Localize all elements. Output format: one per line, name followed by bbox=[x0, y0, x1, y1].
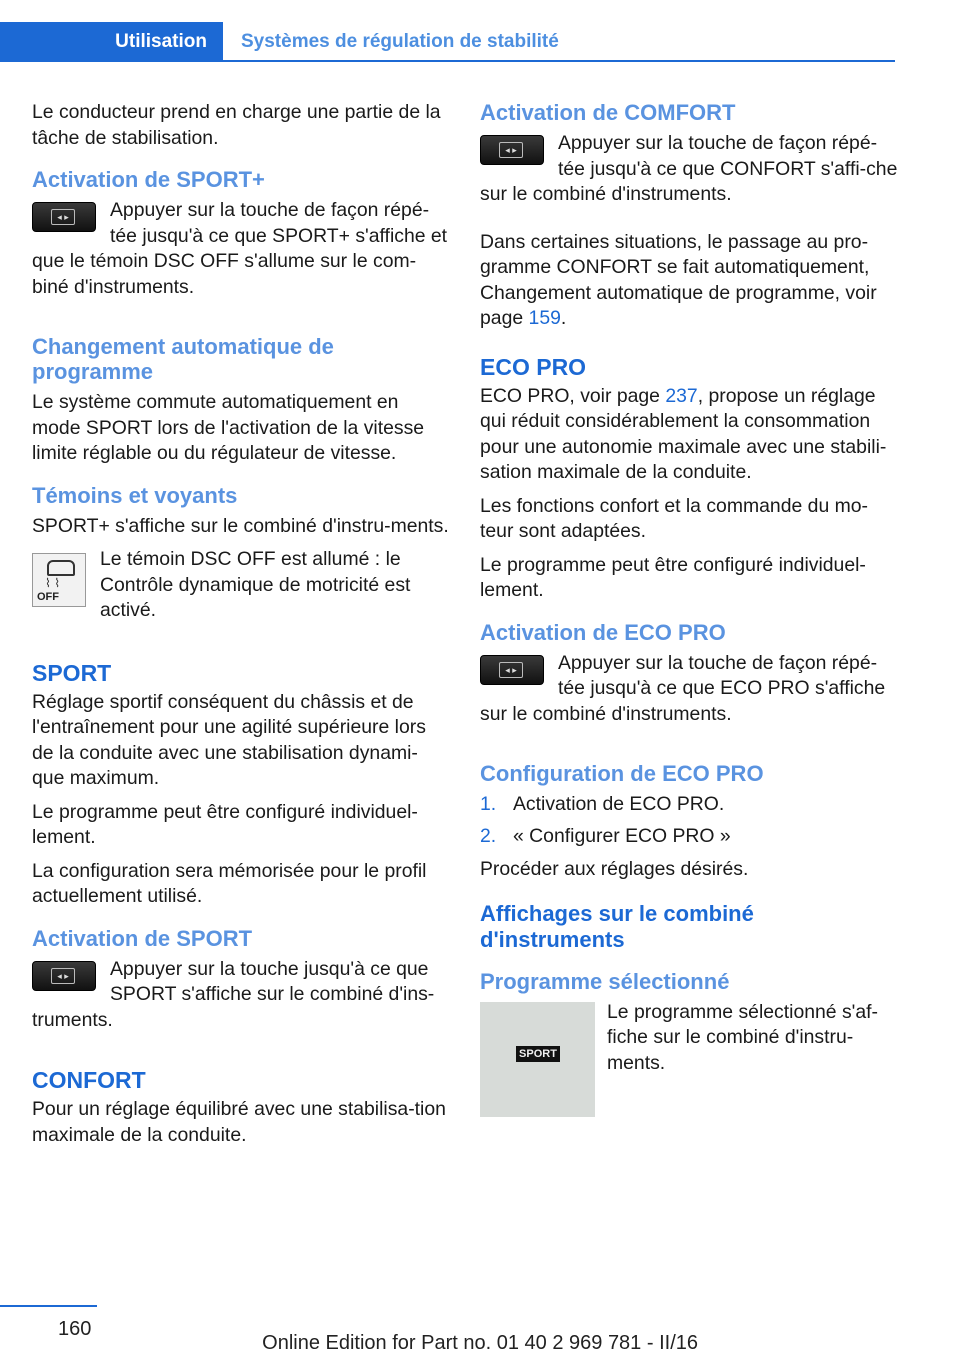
chapter-tab-label: Utilisation bbox=[115, 31, 207, 52]
eco-activation-text: Appuyer sur la touche de façon répé‐tée jusqu'à ce que ECO PRO s'affiche sur le combiné d'instruments. bbox=[480, 651, 886, 725]
eco-config-after: Procéder aux réglages désirés. bbox=[480, 858, 749, 880]
driving-mode-button-icon: ◂ ▸ bbox=[480, 655, 544, 685]
sport-p2: Le programme peut être configuré individuel‐lement. bbox=[32, 800, 418, 848]
chapter-tab[interactable] bbox=[0, 22, 223, 62]
comfort-activation-text: Appuyer sur la touche de façon répé‐tée jusqu'à ce que CONFORT s'affi‐che sur le combiné d'instruments. bbox=[480, 132, 898, 205]
dsc-off-description: Le témoin DSC OFF est allumé : le Contrôle dynamique de motricité est activé. bbox=[100, 548, 411, 621]
list-item: 1. Activation de ECO PRO. bbox=[480, 793, 725, 815]
heading-eco-activation: Activation de ECO PRO bbox=[480, 619, 726, 645]
sport-p1: Réglage sportif conséquent du châssis et de l'entraînement pour une agilité supérieure lors de la conduite avec une stabilisation dynami‐que maximum. bbox=[32, 690, 426, 789]
section-title[interactable]: Systèmes de régulation de stabilité bbox=[241, 31, 559, 52]
sport-activation-text: Appuyer sur la touche jusqu'à ce que SPORT s'affiche sur le combiné d'ins‐truments. bbox=[32, 957, 435, 1031]
footer-rule bbox=[0, 1305, 97, 1307]
driving-mode-button-icon: ◂ ▸ bbox=[32, 202, 96, 232]
heading-auto-change: Changement automatique de programme bbox=[32, 334, 334, 384]
heading-sport: SPORT bbox=[32, 659, 112, 686]
page-link-159[interactable]: 159 bbox=[528, 307, 561, 329]
page-link-237[interactable]: 237 bbox=[665, 384, 698, 407]
indicators-text: SPORT+ s'affiche sur le combiné d'instru‐ments. bbox=[32, 514, 449, 537]
page-header bbox=[0, 22, 895, 62]
eco-pro-text: ECO PRO, voir page 237, propose un réglage qui réduit considérablement la consommation pour une autonomie maximale avec une stabili‐sation maximale de la conduite. bbox=[480, 384, 887, 483]
heading-sport-activation: Activation de SPORT bbox=[32, 925, 253, 951]
intro-paragraph: Le conducteur prend en charge une partie de la tâche de stabilisation. bbox=[32, 101, 441, 149]
right-column bbox=[480, 100, 900, 1121]
heading-selected-program: Programme sélectionné bbox=[480, 968, 730, 994]
eco-pro-p3: Le programme peut être configuré individuel‐lement. bbox=[480, 553, 866, 601]
list-item: 2. « Configurer ECO PRO » bbox=[480, 824, 731, 847]
sport-p3: La configuration sera mémorisée pour le profil actuellement utilisé. bbox=[32, 859, 427, 907]
heading-eco-pro: ECO PRO bbox=[480, 353, 587, 380]
driving-mode-button-icon: ◂ ▸ bbox=[480, 135, 544, 165]
left-column bbox=[32, 100, 450, 1156]
driving-mode-button-icon: ◂ ▸ bbox=[32, 961, 96, 991]
sport-badge: SPORT bbox=[516, 1046, 560, 1062]
comfort-text: Pour un réglage équilibré avec une stabilisa‐tion maximale de la conduite. bbox=[32, 1098, 446, 1146]
sport-plus-activation-text: Appuyer sur la touche de façon répé‐tée jusqu'à ce que SPORT+ s'affiche et que le témoin DSC OFF s'allume sur le com‐biné d'instruments. bbox=[32, 199, 448, 298]
heading-sport-plus-activation: Activation de SPORT+ bbox=[32, 167, 265, 192]
eco-pro-p2: Les fonctions confort et la commande du mo‐teur sont adaptées. bbox=[480, 494, 869, 542]
comfort-auto-text: Dans certaines situations, le passage au pro‐gramme CONFORT se fait automatiquement, Changement automatique de programme, voir page 159. bbox=[480, 230, 877, 329]
header-rule bbox=[223, 60, 895, 62]
selected-program-text: Le programme sélectionné s'af‐fiche sur le combiné d'instru‐ments. bbox=[607, 1000, 878, 1074]
heading-comfort-activation: Activation de COMFORT bbox=[480, 100, 736, 125]
eco-config-steps bbox=[480, 792, 900, 849]
edition-text: Online Edition for Part no. 01 40 2 969 781 - II/16 bbox=[262, 1332, 698, 1354]
heading-eco-config: Configuration de ECO PRO bbox=[480, 761, 764, 786]
page-number: 160 bbox=[58, 1318, 92, 1340]
auto-change-text: Le système commute automatiquement en mode SPORT lors de l'activation de la vitesse limite réglable ou du régulateur de vitesse. bbox=[32, 391, 425, 464]
heading-indicators: Témoins et voyants bbox=[32, 482, 238, 508]
sport-display-image bbox=[480, 1002, 595, 1117]
dsc-off-warning-icon: ⌇ ⌇ OFF bbox=[32, 553, 86, 607]
heading-comfort: CONFORT bbox=[32, 1067, 146, 1093]
heading-display: Affichages sur le combiné d'instruments bbox=[480, 900, 754, 952]
